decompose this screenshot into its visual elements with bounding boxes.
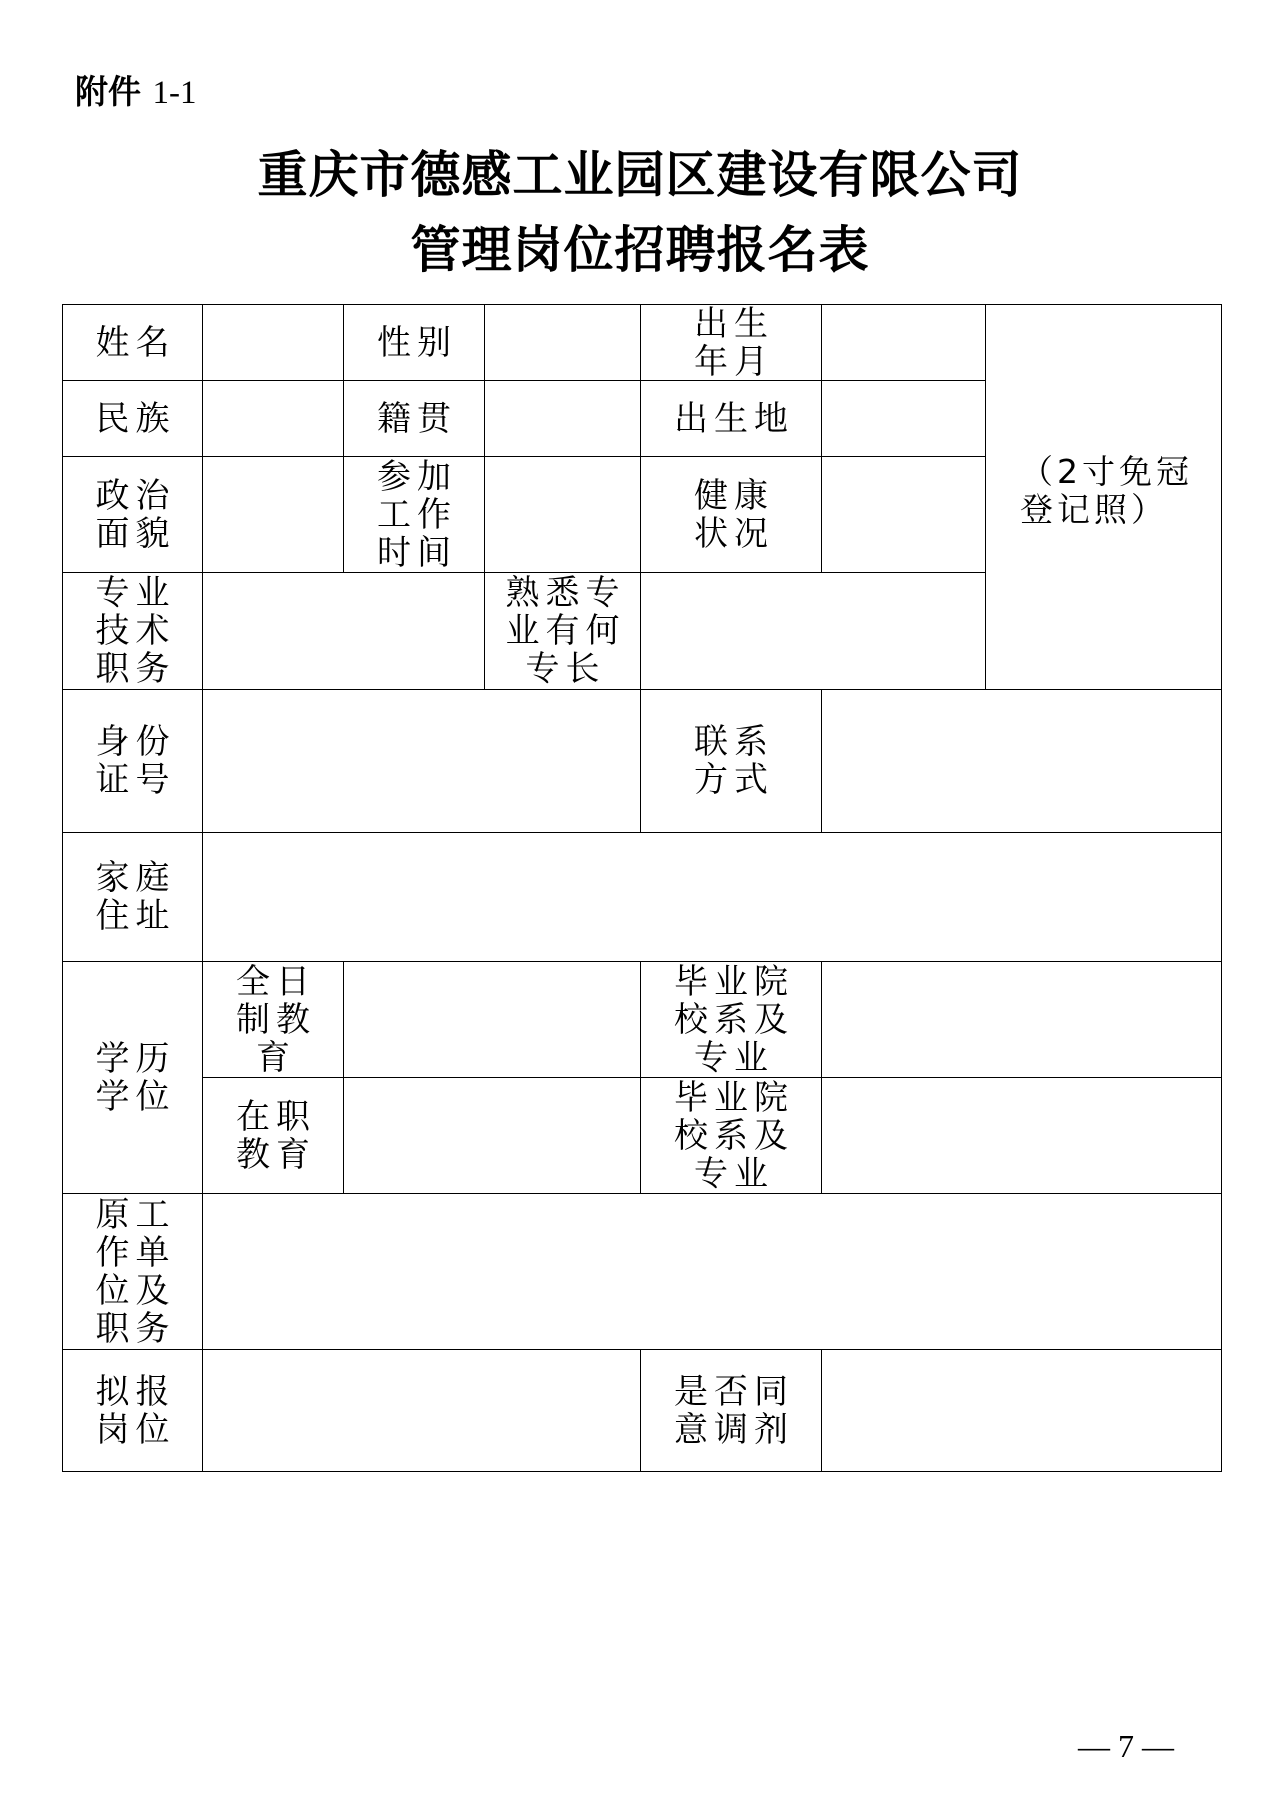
page-title-line1: 重庆市德感工业园区建设有限公司 — [257, 146, 1023, 204]
id-label-cell — [63, 690, 203, 833]
page-title-line2: 管理岗位招聘报名表 — [410, 221, 870, 279]
specialty-label-line: 熟悉专 — [505, 573, 626, 613]
political-label — [90, 477, 176, 553]
photo-cell[interactable] — [986, 305, 1221, 690]
adjust-label — [668, 1373, 794, 1449]
title-label-line: 技术 — [95, 611, 176, 651]
health-input[interactable] — [822, 457, 986, 573]
previous-job-label-cell — [63, 1194, 203, 1350]
graduate-school-label-line: 校系及 — [674, 999, 794, 1040]
ethnicity-input[interactable] — [203, 381, 344, 457]
birth-label-cell — [641, 305, 822, 381]
work-start-label-line: 工作 — [377, 494, 457, 535]
specialty-label-line: 专长 — [525, 649, 606, 689]
inservice-label-cell — [203, 1078, 344, 1194]
adjust-label-cell — [641, 1350, 822, 1471]
graduate-school-label-2 — [668, 1079, 794, 1193]
health-label-cell — [641, 457, 822, 573]
graduate-school-label-line: 专业 — [694, 1153, 774, 1194]
contact-label-line: 联系 — [694, 722, 774, 762]
fulltime-label-line: 育 — [256, 1037, 296, 1078]
attachment-label — [75, 66, 197, 113]
health-label — [688, 477, 774, 553]
attachment-number: 1-1 — [152, 75, 197, 111]
address-input[interactable] — [203, 833, 1221, 962]
graduate-school-input[interactable] — [822, 962, 1221, 1078]
previous-job-input[interactable] — [203, 1194, 1221, 1350]
native-place-label: 籍贯 — [377, 398, 457, 439]
graduate-school-label-line: 专业 — [694, 1037, 774, 1078]
photo-label-line: （2寸免冠 — [1020, 452, 1193, 491]
education-label-line: 学历 — [95, 1038, 176, 1079]
birth-label-line: 出生 — [694, 303, 774, 344]
political-input[interactable] — [203, 457, 344, 573]
previous-job-label — [90, 1196, 176, 1348]
fulltime-label-cell — [203, 962, 344, 1078]
address-label-cell — [63, 833, 203, 962]
fulltime-label-line: 制教 — [236, 999, 316, 1040]
work-start-label-cell — [344, 457, 485, 573]
birth-label-line: 年月 — [694, 341, 774, 382]
name-input[interactable] — [203, 305, 344, 381]
contact-label-cell — [641, 690, 822, 833]
health-label-line: 健康 — [694, 475, 774, 516]
native-place-input[interactable] — [485, 381, 641, 457]
inservice-label-line: 教育 — [236, 1134, 316, 1175]
health-label-line: 状况 — [694, 513, 774, 554]
gender-label: 性别 — [377, 322, 457, 363]
fulltime-label-line: 全日 — [236, 961, 316, 1002]
specialty-label-line: 业有何 — [505, 611, 626, 651]
political-label-cell — [63, 457, 203, 573]
address-label-line: 家庭 — [95, 858, 176, 898]
apply-position-label-cell — [63, 1350, 203, 1471]
title-label-cell — [63, 573, 203, 690]
education-label-cell — [63, 962, 203, 1194]
previous-job-label-line: 位及 — [95, 1270, 176, 1311]
photo-label — [1014, 453, 1193, 529]
gender-label-cell — [344, 305, 485, 381]
birthplace-label: 出生地 — [674, 398, 794, 439]
name-label-cell — [63, 305, 203, 381]
graduate-school-label-line: 毕业院 — [674, 961, 794, 1002]
id-label-line: 身份 — [95, 722, 176, 762]
graduate-school-label-line: 毕业院 — [674, 1077, 794, 1118]
political-label-line: 面貌 — [95, 513, 176, 554]
graduate-school-label — [668, 963, 794, 1077]
work-start-label-line: 参加 — [377, 456, 457, 497]
education-label-line: 学位 — [95, 1076, 176, 1117]
name-label: 姓名 — [95, 322, 176, 363]
contact-input[interactable] — [822, 690, 1221, 833]
adjust-label-line: 是否同 — [674, 1371, 794, 1412]
registration-form-table — [62, 304, 1222, 1472]
inservice-label-line: 在职 — [236, 1096, 316, 1137]
title-label-line: 专业 — [95, 573, 176, 613]
specialty-input[interactable] — [641, 573, 986, 690]
apply-position-input[interactable] — [203, 1350, 641, 1471]
previous-job-label-line: 原工 — [95, 1194, 176, 1235]
graduate-school-label-cell-2 — [641, 1078, 822, 1194]
id-input[interactable] — [203, 690, 641, 833]
apply-position-label — [90, 1373, 176, 1449]
fulltime-input[interactable] — [344, 962, 641, 1078]
graduate-school-label-line: 校系及 — [674, 1115, 794, 1156]
address-label-line: 住址 — [95, 896, 176, 936]
inservice-input[interactable] — [344, 1078, 641, 1194]
contact-label — [688, 723, 774, 799]
graduate-school-label-cell — [641, 962, 822, 1078]
birthplace-input[interactable] — [822, 381, 986, 457]
birthplace-label-cell — [641, 381, 822, 457]
birth-input[interactable] — [822, 305, 986, 381]
work-start-input[interactable] — [485, 457, 641, 573]
title-label-line: 职务 — [95, 649, 176, 689]
id-label — [90, 723, 176, 799]
fulltime-label — [230, 963, 316, 1077]
ethnicity-label-cell — [63, 381, 203, 457]
ethnicity-label: 民族 — [95, 398, 176, 439]
specialty-label-cell — [485, 573, 641, 690]
political-label-line: 政治 — [95, 475, 176, 516]
adjust-label-line: 意调剂 — [674, 1409, 794, 1450]
work-start-label — [371, 458, 457, 572]
title-input[interactable] — [203, 573, 485, 690]
work-start-label-line: 时间 — [377, 532, 457, 573]
birth-label — [688, 305, 774, 381]
graduate-school-input-2[interactable] — [822, 1078, 1221, 1194]
attachment-prefix: 附件 — [75, 72, 141, 111]
page-number: — 7 — — [1078, 1728, 1174, 1764]
id-label-line: 证号 — [95, 760, 176, 800]
apply-position-label-line: 岗位 — [95, 1409, 176, 1450]
title-label — [90, 574, 176, 688]
contact-label-line: 方式 — [694, 760, 774, 800]
previous-job-label-line: 职务 — [95, 1308, 176, 1349]
address-label — [90, 859, 176, 935]
photo-label-line: 登记照） — [1020, 490, 1168, 529]
previous-job-label-line: 作单 — [95, 1232, 176, 1273]
apply-position-label-line: 拟报 — [95, 1371, 176, 1412]
specialty-label — [500, 574, 626, 688]
inservice-label — [230, 1098, 316, 1174]
native-place-label-cell — [344, 381, 485, 457]
gender-input[interactable] — [485, 305, 641, 381]
adjust-input[interactable] — [822, 1350, 1221, 1471]
education-label — [90, 1040, 176, 1116]
